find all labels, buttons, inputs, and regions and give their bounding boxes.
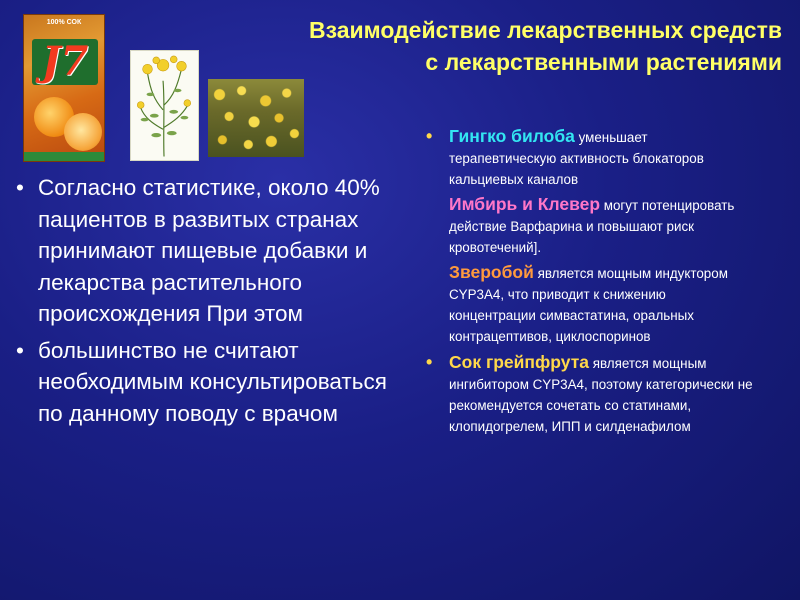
- juice-top-label: 100% СОК: [46, 19, 82, 26]
- ginkgo-text: уменьшает терапевтическую активность блокаторов кальциевых каналов: [449, 130, 704, 187]
- juice-bottom-strip: [24, 152, 104, 161]
- herb-drawing-icon: [131, 51, 198, 160]
- juice-brand-logo: J7: [32, 39, 98, 85]
- right-bullet-2: [423, 352, 753, 437]
- grapefruit-name: Сок грейпфрута: [449, 352, 590, 372]
- left-bullet-1: • Согласно статистике, около 40% пациентов в развитых странах принимают пищевые добавки и лекарства растительного происхождения При этом: [14, 172, 394, 330]
- grapefruit-paragraph: [449, 352, 753, 437]
- st-johns-wort-paragraph: [449, 262, 753, 347]
- left-bullet-2: • большинство не считают необходимым консультироваться по данному поводу с врачом: [14, 335, 394, 430]
- left-bullet-list: [14, 172, 394, 429]
- ginkgo-paragraph: [449, 126, 753, 190]
- grapefruit-text: является мощным ингибитором CYP3A4, поэтому категорически не рекомендуется сочетать со статинами, клопидогрелем, ИПП и силденафилом: [449, 356, 753, 434]
- slide-title-line-2: с лекарственными растениями: [425, 49, 782, 75]
- slide-title-line-1: Взаимодействие лекарственных средств: [308, 17, 782, 43]
- ginger-clover-paragraph: [449, 194, 753, 258]
- st-johns-wort-illustration: [130, 50, 199, 161]
- st-johns-wort-name: Зверобой: [449, 262, 534, 282]
- right-bullet-list: [423, 126, 753, 437]
- juice-box-image: [23, 14, 105, 162]
- yellow-flowers-photo: [208, 79, 304, 157]
- ginger-clover-text: могут потенцировать действие Варфарина и повышают риск кровотечений].: [449, 198, 735, 255]
- slide-title: [222, 14, 782, 78]
- st-johns-wort-text: является мощным индуктором CYP3A4, что приводит к снижению концентрации симвастатина, оральных контрацептивов, циклоспоринов: [449, 266, 728, 344]
- right-bullet-1: [423, 126, 753, 347]
- ginkgo-name: Гингко билоба: [449, 126, 575, 146]
- ginger-clover-name: Имбирь и Клевер: [449, 194, 601, 214]
- grapefruit-icon: [64, 113, 102, 151]
